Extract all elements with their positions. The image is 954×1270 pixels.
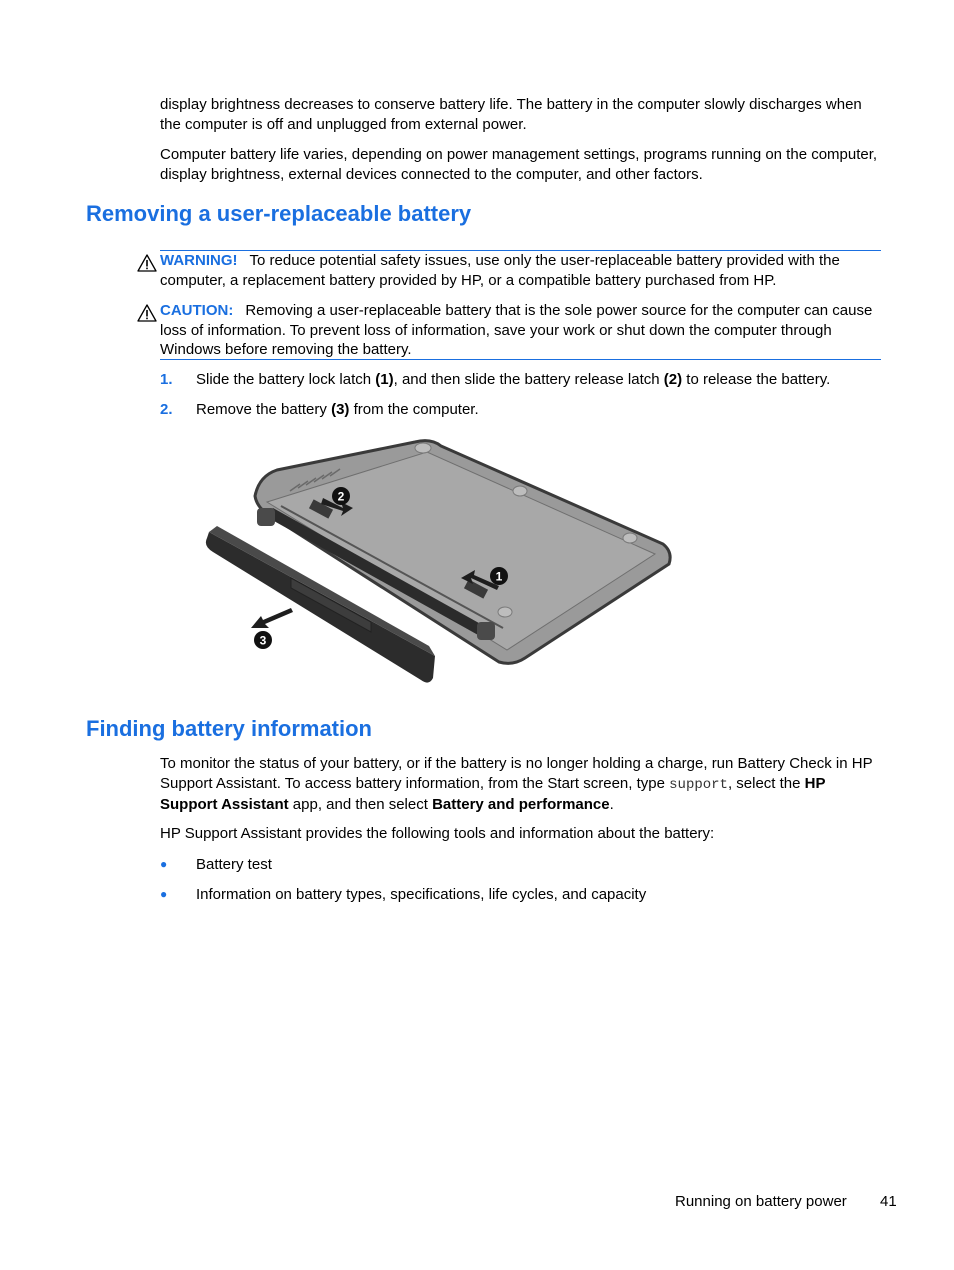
svg-text:2: 2	[337, 489, 345, 504]
section-heading-finding-battery-info: Finding battery information	[86, 716, 372, 741]
list-item-text: Information on battery types, specifications, life cycles, and capacity	[196, 886, 647, 903]
svg-text:1: 1	[495, 569, 503, 584]
section-heading-removing-battery: Removing a user-replaceable battery	[86, 201, 472, 226]
support-code: support	[669, 776, 728, 793]
callout-1	[490, 567, 508, 585]
right-hinge	[477, 622, 495, 640]
bullet-icon: ●	[160, 887, 168, 901]
rubber-foot	[498, 607, 512, 617]
warning-text-block	[160, 251, 882, 290]
tools-paragraph: HP Support Assistant provides the following tools and information about the battery:	[160, 825, 715, 842]
step-text: Remove the battery (3) from the computer.	[196, 401, 479, 418]
rubber-foot	[415, 443, 431, 453]
warning-text: To reduce potential safety issues, use only the user-replaceable battery provided with the computer, a replacement battery provided by HP, or a compatible battery purchased from HP.	[160, 252, 840, 289]
caution-triangle-icon	[137, 304, 157, 322]
rubber-foot	[623, 533, 637, 543]
page-number: 41	[880, 1193, 897, 1210]
battery-removal-arrow	[251, 608, 293, 628]
svg-text:3: 3	[259, 633, 267, 648]
left-hinge	[257, 508, 275, 526]
step-text: Slide the battery lock latch (1), and then slide the battery release latch (2) to release the battery.	[196, 371, 831, 388]
caution-text: Removing a user-replaceable battery that is the sole power source for the computer can cause loss of information. To prevent loss of information, save your work or shut down the computer through Windows before removing the battery.	[160, 302, 873, 358]
warning-label: WARNING!	[160, 252, 238, 269]
step-number: 1.	[160, 371, 173, 388]
notice-bottom-rule	[160, 359, 881, 360]
battery-removal-illustration	[195, 436, 675, 691]
rubber-foot	[513, 486, 527, 496]
bullet-icon: ●	[160, 857, 168, 871]
warning-notice	[137, 251, 882, 290]
battery-info-paragraph: To monitor the status of your battery, or if the battery is no longer holding a charge, run Battery Check in HP Support Assistant. To access battery information, from the Start screen, type support, select the HP Support Assistant app, and then select Battery and performance.	[160, 755, 873, 813]
caution-text-block	[160, 301, 882, 360]
intro-paragraph-2: Computer battery life varies, depending on power management settings, programs running on the computer, display brightness, external devices connected to the computer, and other factors.	[160, 146, 878, 183]
callout-3	[254, 631, 272, 649]
warning-triangle-icon	[137, 254, 157, 272]
step-number: 2.	[160, 401, 173, 418]
callout-2	[332, 487, 350, 505]
caution-notice	[137, 301, 882, 360]
list-item-text: Battery test	[196, 856, 272, 873]
footer-section-title: Running on battery power	[675, 1193, 847, 1210]
caution-label: CAUTION:	[160, 302, 234, 319]
intro-paragraph-1: display brightness decreases to conserve battery life. The battery in the computer slowly discharges when the computer is off and unplugged from external power.	[160, 96, 862, 133]
